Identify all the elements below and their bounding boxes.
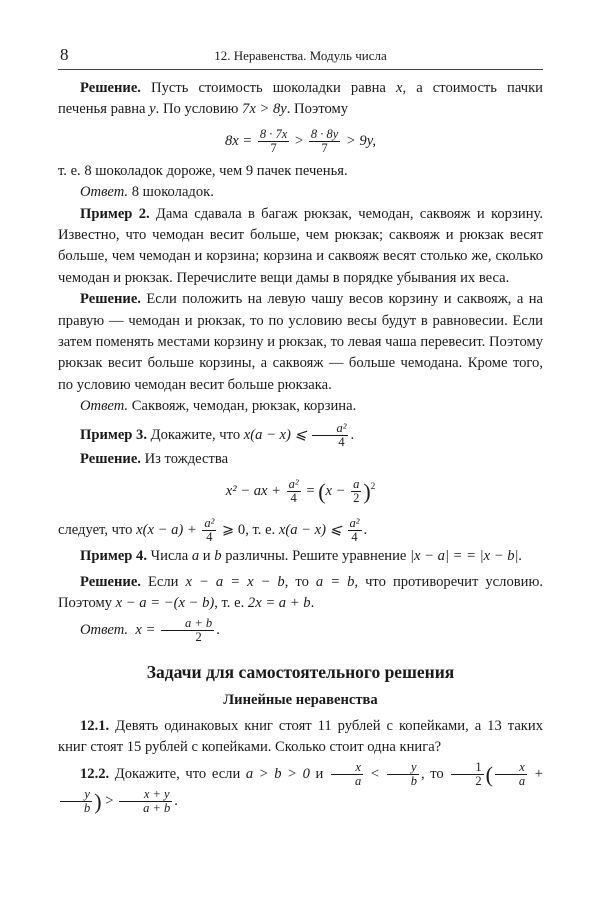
problem-12-2: 12.2. Докажите, что если a > b > 0 и $\frac{x}{a}$ < $\frac{y}{b}$ , то $\frac{1}{2}$ ( $\frac{x}{a}$ + $\frac{y}{b}$ ) > $\frac{x + y}{a + b}$ . bbox=[58, 761, 543, 815]
solution-3: Решение. Из тождества bbox=[80, 450, 229, 467]
subsection-title: Линейные неравенства bbox=[223, 692, 378, 709]
solution-3-conclusion: следует, что x(x − a) + $\frac{\text{a²}}{4}$ ⩾ 0, т. е. x(a − x) ⩽ $\frac{\text{a²}}{4}$ . bbox=[58, 516, 368, 545]
page-body bbox=[58, 78, 543, 815]
answer-2: Ответ. Саквояж, чемодан, рюкзак, корзина. bbox=[80, 398, 357, 415]
solution-1-conclusion: т. е. 8 шоколадок дороже, чем 9 пачек печенья. bbox=[58, 162, 348, 179]
problem-12-1: 12.1. Девять одинаковых книг стоят 11 рублей с копейками, а 13 таких книг стоят 15 рублей с копейками. Сколько стоит одна книга? bbox=[58, 717, 543, 756]
section-title: Задачи для самостоятельного решения bbox=[146, 662, 455, 683]
page-header bbox=[58, 45, 543, 70]
equation-2: x² − ax + $\frac{\text{a²}}{4}$ = (x − $\frac{a}{2}$ )$^2$ bbox=[225, 477, 376, 506]
solution-2: Решение. Если положить на левую чашу весов корзину и саквояж, а на правую — чемодан и рюкзак, то по условию весы будут в равновесии. Если затем поменять местами корзину и рюкзак, то левая чаша перевесит. Поэтому рюкзак весит больше корзины, а саквояж — больше чемодана. Кроме того, по условию чемодан весит больше рюкзака. bbox=[58, 291, 543, 393]
solution-1: Решение. Пусть стоимость шоколадки равна x, а стоимость пачки печенья равна y. По условию 7x > 8y. Поэтому bbox=[58, 80, 543, 118]
example-3: Пример 3. Докажите, что x(a − x) ⩽ $\frac{\text{a²}}{4}$ . bbox=[80, 420, 355, 449]
equation-1: 8x = $\frac{8 \cdot 7x}{7}$ > $\frac{8 \cdot 8y}{7}$ > 9y, bbox=[224, 126, 377, 155]
solution-4: Решение. Если x − a = x − b, то a = b, что противоречит условию. Поэтому x − a = −(x − b), т. е. 2x = a + b. bbox=[58, 573, 543, 611]
running-title: 12. Неравенства. Модуль числа bbox=[214, 48, 387, 63]
example-4: Пример 4. Числа a и b различны. Решите уравнение |x − a| = = |x − b|. bbox=[80, 548, 523, 565]
answer-1: Ответ. 8 шоколадок. bbox=[80, 184, 214, 201]
answer-4: Ответ. x = $\frac{a + b}{2}$ . bbox=[80, 616, 220, 645]
example-2: Пример 2. Дама сдавала в багаж рюкзак, чемодан, саквояж и корзину. Известно, что чемодан весит больше, чем рюкзак; саквояж и рюкзак весят больше, чем чемодан и корзина; корзина и саквояж весят столько же, сколько чемодан и рюкзак. Перечислите вещи дамы в порядке убывания их веса. bbox=[58, 205, 543, 286]
page-number: 8 bbox=[60, 45, 69, 64]
